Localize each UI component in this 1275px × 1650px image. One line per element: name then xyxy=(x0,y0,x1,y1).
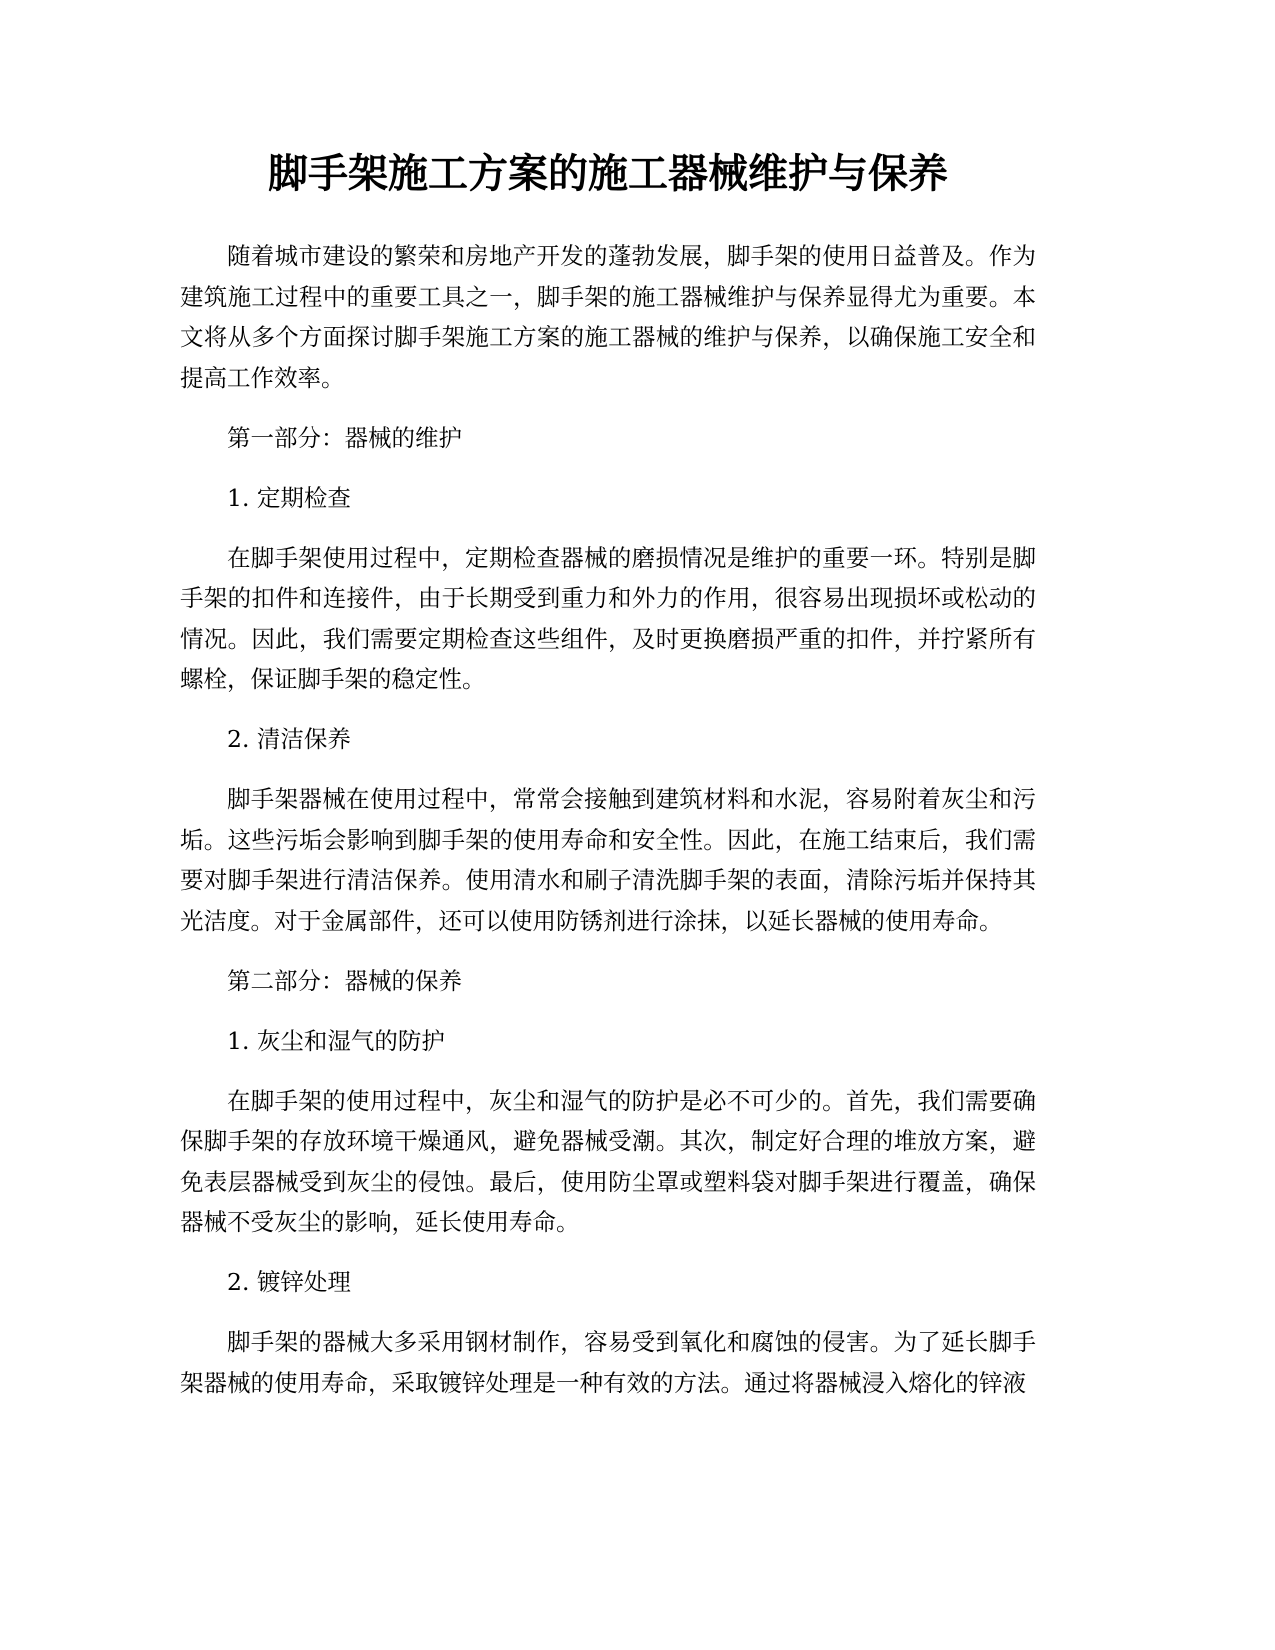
part1-item2-heading: 2. 清洁保养 xyxy=(227,725,351,753)
intro-paragraph: 随着城市建设的繁荣和房地产开发的蓬勃发展，脚手架的使用日益普及。作为建筑施工过程中的重要工具之一，脚手架的施工器械维护与保养显得尤为重要。本文将从多个方面探讨脚手架施工方案的施工器械的维护与保养，以确保施工安全和提高工作效率。 xyxy=(180,242,1036,392)
part2-heading: 第二部分：器械的保养 xyxy=(227,966,462,995)
document-body xyxy=(180,236,1036,1423)
part2-item2-heading: 2. 镀锌处理 xyxy=(227,1268,351,1296)
document-title: 脚手架施工方案的施工器械维护与保养 xyxy=(268,151,948,197)
part1-item2-paragraph: 脚手架器械在使用过程中，常常会接触到建筑材料和水泥，容易附着灰尘和污垢。这些污垢会影响到脚手架的使用寿命和安全性。因此，在施工结束后，我们需要对脚手架进行清洁保养。使用清水和刷子清洗脚手架的表面，清除污垢并保持其光洁度。对于金属部件，还可以使用防锈剂进行涂抹，以延长器械的使用寿命。 xyxy=(180,785,1036,935)
part1-item1-paragraph: 在脚手架使用过程中，定期检查器械的磨损情况是维护的重要一环。特别是脚手架的扣件和连接件，由于长期受到重力和外力的作用，很容易出现损坏或松动的情况。因此，我们需要定期检查这些组件，及时更换磨损严重的扣件，并拧紧所有螺栓，保证脚手架的稳定性。 xyxy=(180,543,1036,693)
part1-heading: 第一部分：器械的维护 xyxy=(227,423,462,452)
document-page xyxy=(180,0,1036,1650)
part1-item1-heading: 1. 定期检查 xyxy=(227,483,351,512)
part2-item1-heading: 1. 灰尘和湿气的防护 xyxy=(227,1026,445,1055)
part2-item1-paragraph: 在脚手架的使用过程中，灰尘和湿气的防护是必不可少的。首先，我们需要确保脚手架的存放环境干燥通风，避免器械受潮。其次，制定好合理的堆放方案，避免表层器械受到灰尘的侵蚀。最后，使用防尘罩或塑料袋对脚手架进行覆盖，确保器械不受灰尘的影响，延长使用寿命。 xyxy=(180,1086,1036,1236)
part2-item2-paragraph: 脚手架的器械大多采用钢材制作，容易受到氧化和腐蚀的侵害。为了延长脚手架器械的使用寿命，采取镀锌处理是一种有效的方法。通过将器械浸入熔化的锌液 xyxy=(180,1328,1036,1397)
